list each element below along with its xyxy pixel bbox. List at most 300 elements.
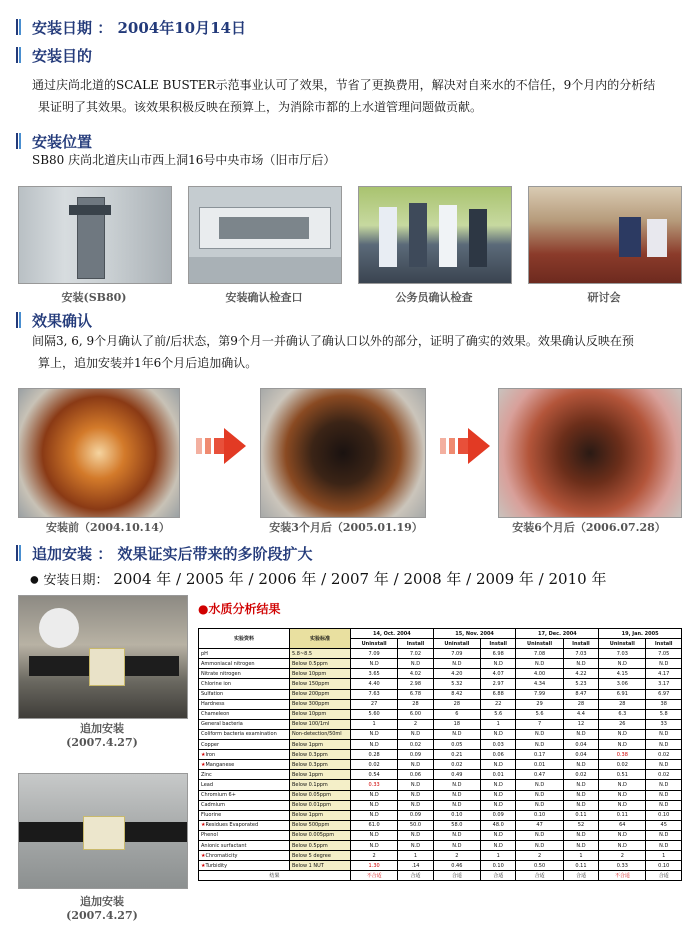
star-icon: ★ [201,862,206,869]
result-cell: 合适 [480,871,516,881]
value-cell: 0.51 [599,770,646,780]
table-row [199,830,682,840]
value-cell: N.D [563,800,599,810]
value-cell: 58.0 [433,820,480,830]
value-cell: N.D [599,790,646,800]
value-cell: 1 [351,719,398,729]
value-cell: 52 [563,820,599,830]
value-cell: 0.28 [351,750,398,760]
section-marker [16,312,20,328]
value-cell: 7.99 [516,689,563,699]
parameter-cell [199,770,290,780]
value-cell: N.D [646,659,682,669]
value-cell: N.D [351,790,398,800]
value-cell: 4.22 [563,669,599,679]
table-row [199,810,682,820]
parameter-name: Cadmium [201,802,226,809]
result-label: 结果 [199,871,351,881]
parameter-name: Anionic surfactant [201,842,247,849]
pipe-caption: 安装6个月后（2006.07.28） [512,521,666,534]
value-cell: 0.02 [433,760,480,770]
value-cell: N.D [563,780,599,790]
value-cell: N.D [646,840,682,850]
value-cell: 0.02 [398,740,434,750]
value-cell: N.D [351,810,398,820]
value-cell: 0.10 [646,861,682,871]
table-header-cell: Install [398,639,434,649]
parameter-name: Hardness [201,701,225,708]
value-cell: 4.00 [516,669,563,679]
purpose-text: 通过庆尚北道的SCALE BUSTER示范事业认可了效果，节省了更换费用，解决对自来水的不信任，9个月内的分析结 果证明了其效果。该效果积极反映在预算上，为消除市都的上水道管理问题做贡献。 [32,78,656,114]
value-cell: N.D [433,840,480,850]
value-cell: N.D [599,830,646,840]
value-cell: N.D [480,840,516,850]
table-row [199,669,682,679]
pipe-3-months-photo [260,388,426,518]
result-cell: 合适 [433,871,480,881]
value-cell: N.D [351,800,398,810]
standard-cell: Below 0.01ppm [290,800,351,810]
value-cell: 0.02 [563,770,599,780]
standard-cell: Below 0.05ppm [290,790,351,800]
value-cell: 50.0 [398,820,434,830]
parameter-name: pH [201,650,208,657]
table-row [199,699,682,709]
pipe-6-months-photo [498,388,682,518]
value-cell: 0.11 [563,861,599,871]
value-cell: N.D [398,790,434,800]
star-icon: ★ [201,751,206,758]
parameter-name: Coliform bacteria examination [201,731,277,738]
arrow-right-icon [440,426,492,466]
effect-text: 间隔3, 6, 9个月确认了前/后状态，第9个月一并确认了确认口以外的部分，证明了确实的效果。效果确认反映在预 算上，追加安装并1年6个月后追加确认。 [32,334,634,370]
value-cell: 0.01 [480,770,516,780]
officials-inspection-photo [358,186,512,284]
value-cell: N.D [433,830,480,840]
result-cell: 合适 [646,871,682,881]
value-cell: 0.06 [398,770,434,780]
value-cell: 7.08 [516,649,563,659]
value-cell: 0.21 [433,750,480,760]
additional-photo-caption: 追加安装 (2007.4.27) [66,722,138,749]
standard-cell: Below 0.5ppm [290,840,351,850]
value-cell: N.D [516,790,563,800]
parameter-cell [199,669,290,679]
table-row [199,719,682,729]
value-cell: 1 [563,851,599,861]
value-cell: 0.03 [480,740,516,750]
table-row [199,780,682,790]
parameter-name: Chameleon [201,711,230,718]
value-cell: N.D [480,760,516,770]
value-cell: 29 [516,699,563,709]
value-cell: 1 [480,719,516,729]
value-cell: 6.88 [480,689,516,699]
value-cell: 4.40 [351,679,398,689]
value-cell: N.D [351,659,398,669]
table-header-cell: Uninstall [351,639,398,649]
value-cell: 0.54 [351,770,398,780]
table-row [199,861,682,871]
value-cell: N.D [563,659,599,669]
pipe-caption: 安装前（2004.10.14） [46,521,170,534]
value-cell: 7.03 [599,649,646,659]
section-marker [16,545,20,561]
table-header-cell: Install [563,639,599,649]
value-cell: 0.06 [480,750,516,760]
standard-cell: Below 10ppm [290,709,351,719]
value-cell: 0.11 [563,810,599,820]
table-row [199,659,682,669]
value-cell: 28 [433,699,480,709]
value-cell: 0.05 [433,740,480,750]
parameter-cell [199,861,290,871]
parameter-name: Sulfation [201,691,224,698]
parameter-cell [199,790,290,800]
value-cell: N.D [646,780,682,790]
effect-heading: 效果确认 [32,312,93,330]
value-cell: N.D [563,840,599,850]
value-cell: 1 [398,851,434,861]
value-cell: 0.02 [351,760,398,770]
section-marker [16,19,20,35]
value-cell: 7.02 [398,649,434,659]
value-cell: N.D [398,729,434,739]
value-cell: N.D [516,729,563,739]
value-cell: 0.02 [646,770,682,780]
parameter-name: Phenol [201,832,218,839]
star-icon: ★ [201,852,206,859]
value-cell: 6.98 [480,649,516,659]
arrow-right-icon [196,426,248,466]
parameter-cell [199,851,290,861]
value-cell: 8.47 [563,689,599,699]
value-cell: N.D [646,800,682,810]
standard-cell: Below 0.1ppm [290,780,351,790]
result-cell: 合适 [398,871,434,881]
value-cell: 4.17 [646,669,682,679]
parameter-cell [199,780,290,790]
parameter-name: Zinc [201,771,212,778]
value-cell: 26 [599,719,646,729]
table-header-row [199,629,682,639]
parameter-name: Turbidity [205,862,228,869]
photo-caption: 安装确认检查口 [225,291,303,304]
standard-cell: Below 0.005ppm [290,830,351,840]
value-cell: 0.46 [433,861,480,871]
table-header-cell: Install [480,639,516,649]
photo-caption: 安装(SB80) [61,291,127,304]
standard-cell: Below 1ppm [290,810,351,820]
value-cell: 0.17 [516,750,563,760]
value-cell: 0.47 [516,770,563,780]
table-header-cell: Uninstall [516,639,563,649]
value-cell: 7.09 [351,649,398,659]
table-header-cell: 实验资料 [199,629,290,649]
value-cell: 0.04 [563,750,599,760]
value-cell: N.D [646,740,682,750]
analysis-heading: ●水质分析结果 [198,602,281,616]
value-cell: 0.09 [480,810,516,820]
standard-cell: Below 300ppm [290,699,351,709]
table-row [199,679,682,689]
parameter-cell [199,719,290,729]
value-cell: 6.91 [599,689,646,699]
value-cell: 5.23 [563,679,599,689]
value-cell: 1 [480,851,516,861]
parameter-cell [199,800,290,810]
standard-cell: Below 0.3ppm [290,760,351,770]
purpose-heading: 安装目的 [32,47,93,65]
parameter-name: Chromium 6+ [201,792,236,799]
table-row [199,770,682,780]
water-quality-table [198,628,682,881]
value-cell: 0.09 [398,750,434,760]
standard-cell: Below 0.5ppm [290,659,351,669]
pipe-caption: 安装3个月后（2005.01.19） [269,521,423,534]
table-row [199,840,682,850]
standard-cell: Non-detection/50ml [290,729,351,739]
photo-caption: 公务员确认检查 [395,291,473,304]
parameter-name: Lead [201,781,214,788]
value-cell: N.D [599,800,646,810]
parameter-cell [199,840,290,850]
parameter-cell [199,689,290,699]
parameter-cell [199,659,290,669]
value-cell: N.D [433,659,480,669]
value-cell: 47 [516,820,563,830]
value-cell: 6.78 [398,689,434,699]
value-cell: N.D [433,800,480,810]
parameter-name: Nitrate nitrogen [201,670,241,677]
table-header-cell: Uninstall [433,639,480,649]
value-cell: 0.49 [433,770,480,780]
value-cell: N.D [516,830,563,840]
result-cell: 合适 [516,871,563,881]
value-cell: 2 [351,851,398,861]
parameter-cell [199,709,290,719]
value-cell: 2 [433,851,480,861]
value-cell: N.D [480,800,516,810]
parameter-cell [199,740,290,750]
value-cell: 0.11 [599,810,646,820]
standard-cell: Below 1 NUT [290,861,351,871]
parameter-name: Manganese [205,761,235,768]
value-cell: 33 [646,719,682,729]
parameter-name: Residues Evaporated [205,822,259,829]
table-row [199,649,682,659]
parameter-name: Chromaticity [205,852,238,859]
bullet-icon: ● [198,602,209,616]
section-marker [16,47,20,63]
standard-cell: Below 100/1ml [290,719,351,729]
table-row [199,740,682,750]
standard-cell: Below 200ppm [290,689,351,699]
value-cell: N.D [516,780,563,790]
value-cell: 4.20 [433,669,480,679]
value-cell: N.D [599,780,646,790]
value-cell: N.D [351,740,398,750]
result-cell: 不合适 [599,871,646,881]
value-cell: N.D [398,800,434,810]
value-cell: 48.0 [480,820,516,830]
value-cell: 0.10 [480,861,516,871]
table-row [199,820,682,830]
value-cell: N.D [563,760,599,770]
value-cell: 4.4 [563,709,599,719]
table-row [199,709,682,719]
value-cell: 38 [646,699,682,709]
value-cell: 5.60 [351,709,398,719]
value-cell: 0.10 [433,810,480,820]
value-cell: 2 [398,719,434,729]
table-row [199,800,682,810]
value-cell: 8.42 [433,689,480,699]
value-cell: 0.02 [646,750,682,760]
standard-cell: Below 0.3ppm [290,750,351,760]
additional-install-photo [18,595,188,719]
value-cell: 7 [516,719,563,729]
value-cell: .14 [398,861,434,871]
value-cell: 27 [351,699,398,709]
value-cell: 7.05 [646,649,682,659]
value-cell: 0.33 [351,780,398,790]
photo-caption: 研讨会 [587,291,621,304]
table-row [199,851,682,861]
value-cell: 3.06 [599,679,646,689]
inspection-port-photo [188,186,342,284]
value-cell: N.D [433,729,480,739]
parameter-name: Chlorine ion [201,681,232,688]
parameter-name: Iron [205,751,216,758]
value-cell: 1.30 [351,861,398,871]
value-cell: 7.03 [563,649,599,659]
value-cell: N.D [646,790,682,800]
value-cell: 0.04 [563,740,599,750]
table-header-cell: Install [646,639,682,649]
value-cell: 12 [563,719,599,729]
value-cell: N.D [516,740,563,750]
pipe-before-photo [18,388,180,518]
table-row [199,750,682,760]
value-cell: 22 [480,699,516,709]
parameter-cell [199,810,290,820]
value-cell: 5.6 [516,709,563,719]
value-cell: 0.01 [516,760,563,770]
result-cell: 不合适 [351,871,398,881]
star-icon: ★ [201,761,206,768]
standard-cell: Below 1ppm [290,740,351,750]
value-cell: 28 [599,699,646,709]
value-cell: N.D [480,780,516,790]
table-header-cell: Uninstall [599,639,646,649]
parameter-cell [199,649,290,659]
value-cell: 0.38 [599,750,646,760]
value-cell: N.D [351,840,398,850]
value-cell: 64 [599,820,646,830]
value-cell: 4.34 [516,679,563,689]
value-cell: N.D [480,790,516,800]
value-cell: 3.65 [351,669,398,679]
standard-cell: Below 150ppm [290,679,351,689]
parameter-cell [199,699,290,709]
value-cell: 6.00 [398,709,434,719]
standard-cell: Below 10ppm [290,669,351,679]
value-cell: 6 [433,709,480,719]
table-header-cell: 14, Oct. 2004 [351,629,434,639]
table-row [199,689,682,699]
value-cell: N.D [646,760,682,770]
value-cell: N.D [480,830,516,840]
parameter-name: General bacteria [201,721,243,728]
value-cell: 2 [599,851,646,861]
value-cell: 28 [398,699,434,709]
value-cell: N.D [563,830,599,840]
value-cell: N.D [351,830,398,840]
parameter-cell [199,820,290,830]
standard-cell: 5.8~8.5 [290,649,351,659]
value-cell: 0.02 [599,760,646,770]
value-cell: 18 [433,719,480,729]
value-cell: 7.09 [433,649,480,659]
value-cell: 4.15 [599,669,646,679]
additional-photo-caption: 追加安装 (2007.4.27) [66,895,138,922]
value-cell: 3.17 [646,679,682,689]
parameter-cell [199,830,290,840]
value-cell: 5.6 [480,709,516,719]
value-cell: 5.8 [646,709,682,719]
value-cell: N.D [646,830,682,840]
parameter-cell [199,729,290,739]
result-row [199,871,682,881]
value-cell: 6.97 [646,689,682,699]
value-cell: N.D [480,659,516,669]
parameter-cell [199,760,290,770]
value-cell: N.D [599,729,646,739]
value-cell: 0.10 [516,810,563,820]
value-cell: N.D [433,780,480,790]
value-cell: 1 [646,851,682,861]
table-row [199,760,682,770]
table-header-cell: 19, Jan. 2005 [599,629,682,639]
value-cell: 2.98 [398,679,434,689]
location-text: SB80 庆尚北道庆山市西上洞16号中央市场（旧市厅后） [32,153,336,167]
value-cell: N.D [516,800,563,810]
value-cell: N.D [599,740,646,750]
value-cell: 5.32 [433,679,480,689]
additional-heading: 追加安装 ： 效果证实后带来的多阶段扩大 [32,545,313,563]
additional-install-photo-2 [18,773,188,889]
parameter-cell [199,679,290,689]
value-cell: 2.97 [480,679,516,689]
value-cell: 45 [646,820,682,830]
value-cell: 2 [516,851,563,861]
value-cell: 6.3 [599,709,646,719]
value-cell: N.D [433,790,480,800]
table-header-cell: 17, Dec. 2004 [516,629,599,639]
value-cell: N.D [599,840,646,850]
value-cell: 61.0 [351,820,398,830]
value-cell: N.D [516,840,563,850]
table-row [199,790,682,800]
parameter-cell [199,750,290,760]
location-heading: 安装位置 [32,133,93,151]
value-cell: 0.50 [516,861,563,871]
table-header-cell: 实验标准 [290,629,351,649]
standard-cell: Below 5 degree [290,851,351,861]
value-cell: N.D [563,790,599,800]
additional-dates: ● 安装日期： 2004 年 / 2005 年 / 2006 年 / 2007 年 / 2008 年 / 2009 年 / 2010 年 [30,570,607,588]
